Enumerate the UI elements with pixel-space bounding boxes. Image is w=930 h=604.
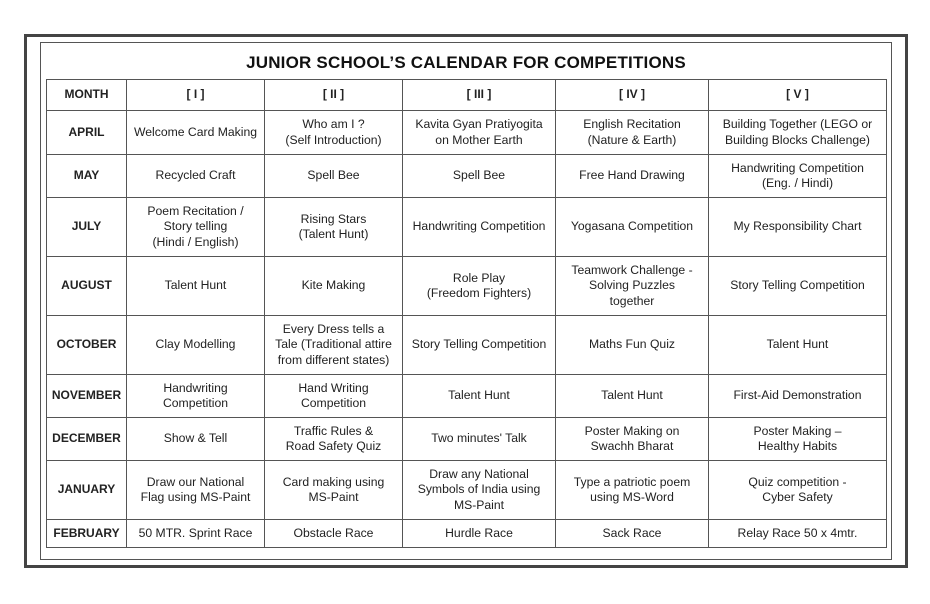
table-cell: Draw our National Flag using MS-Paint [127,461,265,520]
header-row [47,80,887,111]
month-cell: NOVEMBER [47,375,127,418]
table-cell: Sack Race [556,520,709,548]
table-cell: Role Play (Freedom Fighters) [403,257,556,316]
table-cell: Poster Making – Healthy Habits [709,418,887,461]
header-col-2: [ II ] [265,80,403,111]
table-cell: Welcome Card Making [127,111,265,155]
table-row [47,375,887,418]
table-cell: Obstacle Race [265,520,403,548]
table-cell: Kavita Gyan Pratiyogita on Mother Earth [403,111,556,155]
table-cell: Type a patriotic poem using MS-Word [556,461,709,520]
table-cell: Story Telling Competition [403,316,556,375]
table-cell: Handwriting Competition (Eng. / Hindi) [709,155,887,198]
table-cell: First-Aid Demonstration [709,375,887,418]
month-cell: JULY [47,198,127,257]
header-col-3: [ III ] [403,80,556,111]
table-cell: Two minutes' Talk [403,418,556,461]
month-cell: MAY [47,155,127,198]
table-row [47,316,887,375]
table-cell: Handwriting Competition [403,198,556,257]
table-cell: Who am I ? (Self Introduction) [265,111,403,155]
table-cell: Spell Bee [403,155,556,198]
table-cell: Story Telling Competition [709,257,887,316]
table-cell: Handwriting Competition [127,375,265,418]
table-cell: Card making using MS-Paint [265,461,403,520]
table-cell: Hand Writing Competition [265,375,403,418]
month-cell: JANUARY [47,461,127,520]
month-cell: DECEMBER [47,418,127,461]
header-month: MONTH [47,80,127,111]
table-row [47,418,887,461]
table-row [47,155,887,198]
table-cell: Relay Race 50 x 4mtr. [709,520,887,548]
table-cell: English Recitation (Nature & Earth) [556,111,709,155]
table-cell: Hurdle Race [403,520,556,548]
table-cell: Spell Bee [265,155,403,198]
table-cell: My Responsibility Chart [709,198,887,257]
table-cell: Maths Fun Quiz [556,316,709,375]
table-cell: Quiz competition - Cyber Safety [709,461,887,520]
table-cell: Draw any National Symbols of India using MS-Paint [403,461,556,520]
table-cell: Traffic Rules & Road Safety Quiz [265,418,403,461]
table-cell: Free Hand Drawing [556,155,709,198]
table-row [47,198,887,257]
table-cell: Poster Making on Swachh Bharat [556,418,709,461]
table-cell: Building Together (LEGO or Building Blocks Challenge) [709,111,887,155]
table-cell: Rising Stars (Talent Hunt) [265,198,403,257]
table-cell: Clay Modelling [127,316,265,375]
table-cell: Show & Tell [127,418,265,461]
month-cell: APRIL [47,111,127,155]
table-cell: Recycled Craft [127,155,265,198]
page-title: JUNIOR SCHOOL’S CALENDAR FOR COMPETITIONS [246,53,686,72]
month-cell: OCTOBER [47,316,127,375]
header-col-4: [ IV ] [556,80,709,111]
table-cell: 50 MTR. Sprint Race [127,520,265,548]
table-cell: Teamwork Challenge - Solving Puzzles together [556,257,709,316]
table-row [47,257,887,316]
table-cell: Kite Making [265,257,403,316]
table-cell: Talent Hunt [403,375,556,418]
table-cell: Poem Recitation / Story telling (Hindi / English) [127,198,265,257]
table-cell: Talent Hunt [556,375,709,418]
table-row [47,111,887,155]
table-cell: Talent Hunt [127,257,265,316]
table-row [47,461,887,520]
table-cell: Yogasana Competition [556,198,709,257]
header-col-5: [ V ] [709,80,887,111]
table-cell: Every Dress tells a Tale (Traditional attire from different states) [265,316,403,375]
month-cell: FEBRUARY [47,520,127,548]
table-row [47,520,887,548]
competition-calendar-table [46,79,887,548]
header-col-1: [ I ] [127,80,265,111]
table-cell: Talent Hunt [709,316,887,375]
month-cell: AUGUST [47,257,127,316]
